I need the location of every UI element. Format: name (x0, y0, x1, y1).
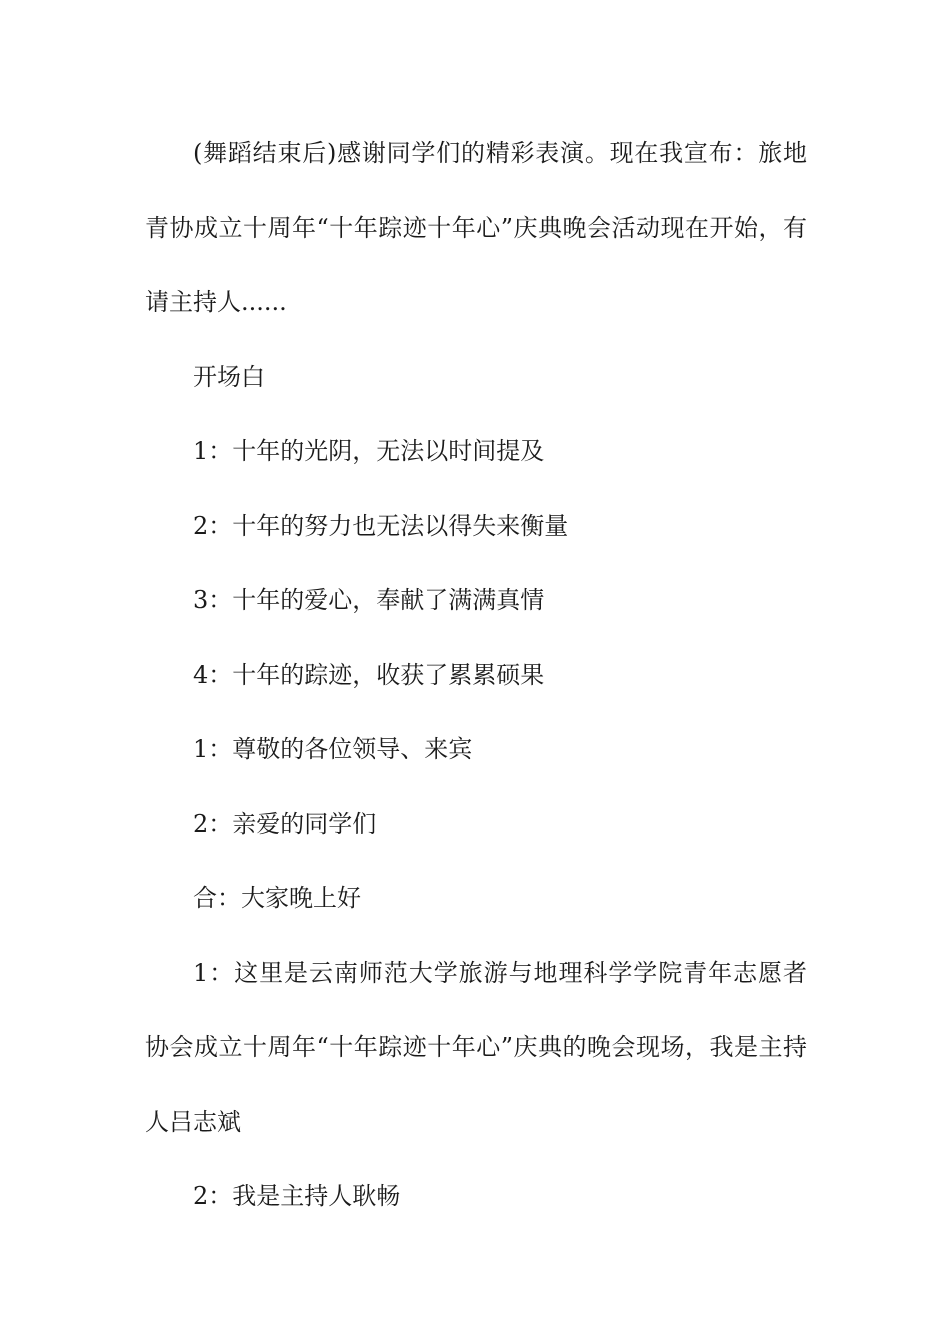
paragraph-line-2: 2：十年的努力也无法以得失来衡量 (193, 511, 569, 540)
paragraph-line-1: 1：十年的光阴，无法以时间提及 (193, 437, 545, 465)
paragraph-line-7: 合：大家晚上好 (193, 884, 361, 912)
paragraph-line-5: 1：尊敬的各位领导、来宾 (193, 735, 473, 763)
paragraph-opening-heading: 开场白 (193, 362, 265, 391)
paragraph-line-4: 4：十年的踪迹，收获了累累硕果 (193, 660, 545, 689)
document-body (145, 116, 807, 1234)
paragraph-line-8: 1：这里是云南师范大学旅游与地理科学学院青年志愿者协会成立十周年“十年踪迹十年心”庆典的晚会现场，我是主持人吕志斌 (145, 958, 807, 1136)
paragraph-line-3: 3：十年的爱心，奉献了满满真情 (193, 586, 545, 614)
paragraph-line-6: 2：亲爱的同学们 (193, 809, 377, 838)
paragraph-announcement: (舞蹈结束后)感谢同学们的精彩表演。现在我宣布：旅地青协成立十周年“十年踪迹十年心”庆典晚会活动现在开始，有请主持人...... (145, 139, 807, 316)
paragraph-line-9: 2：我是主持人耿畅 (193, 1182, 401, 1210)
